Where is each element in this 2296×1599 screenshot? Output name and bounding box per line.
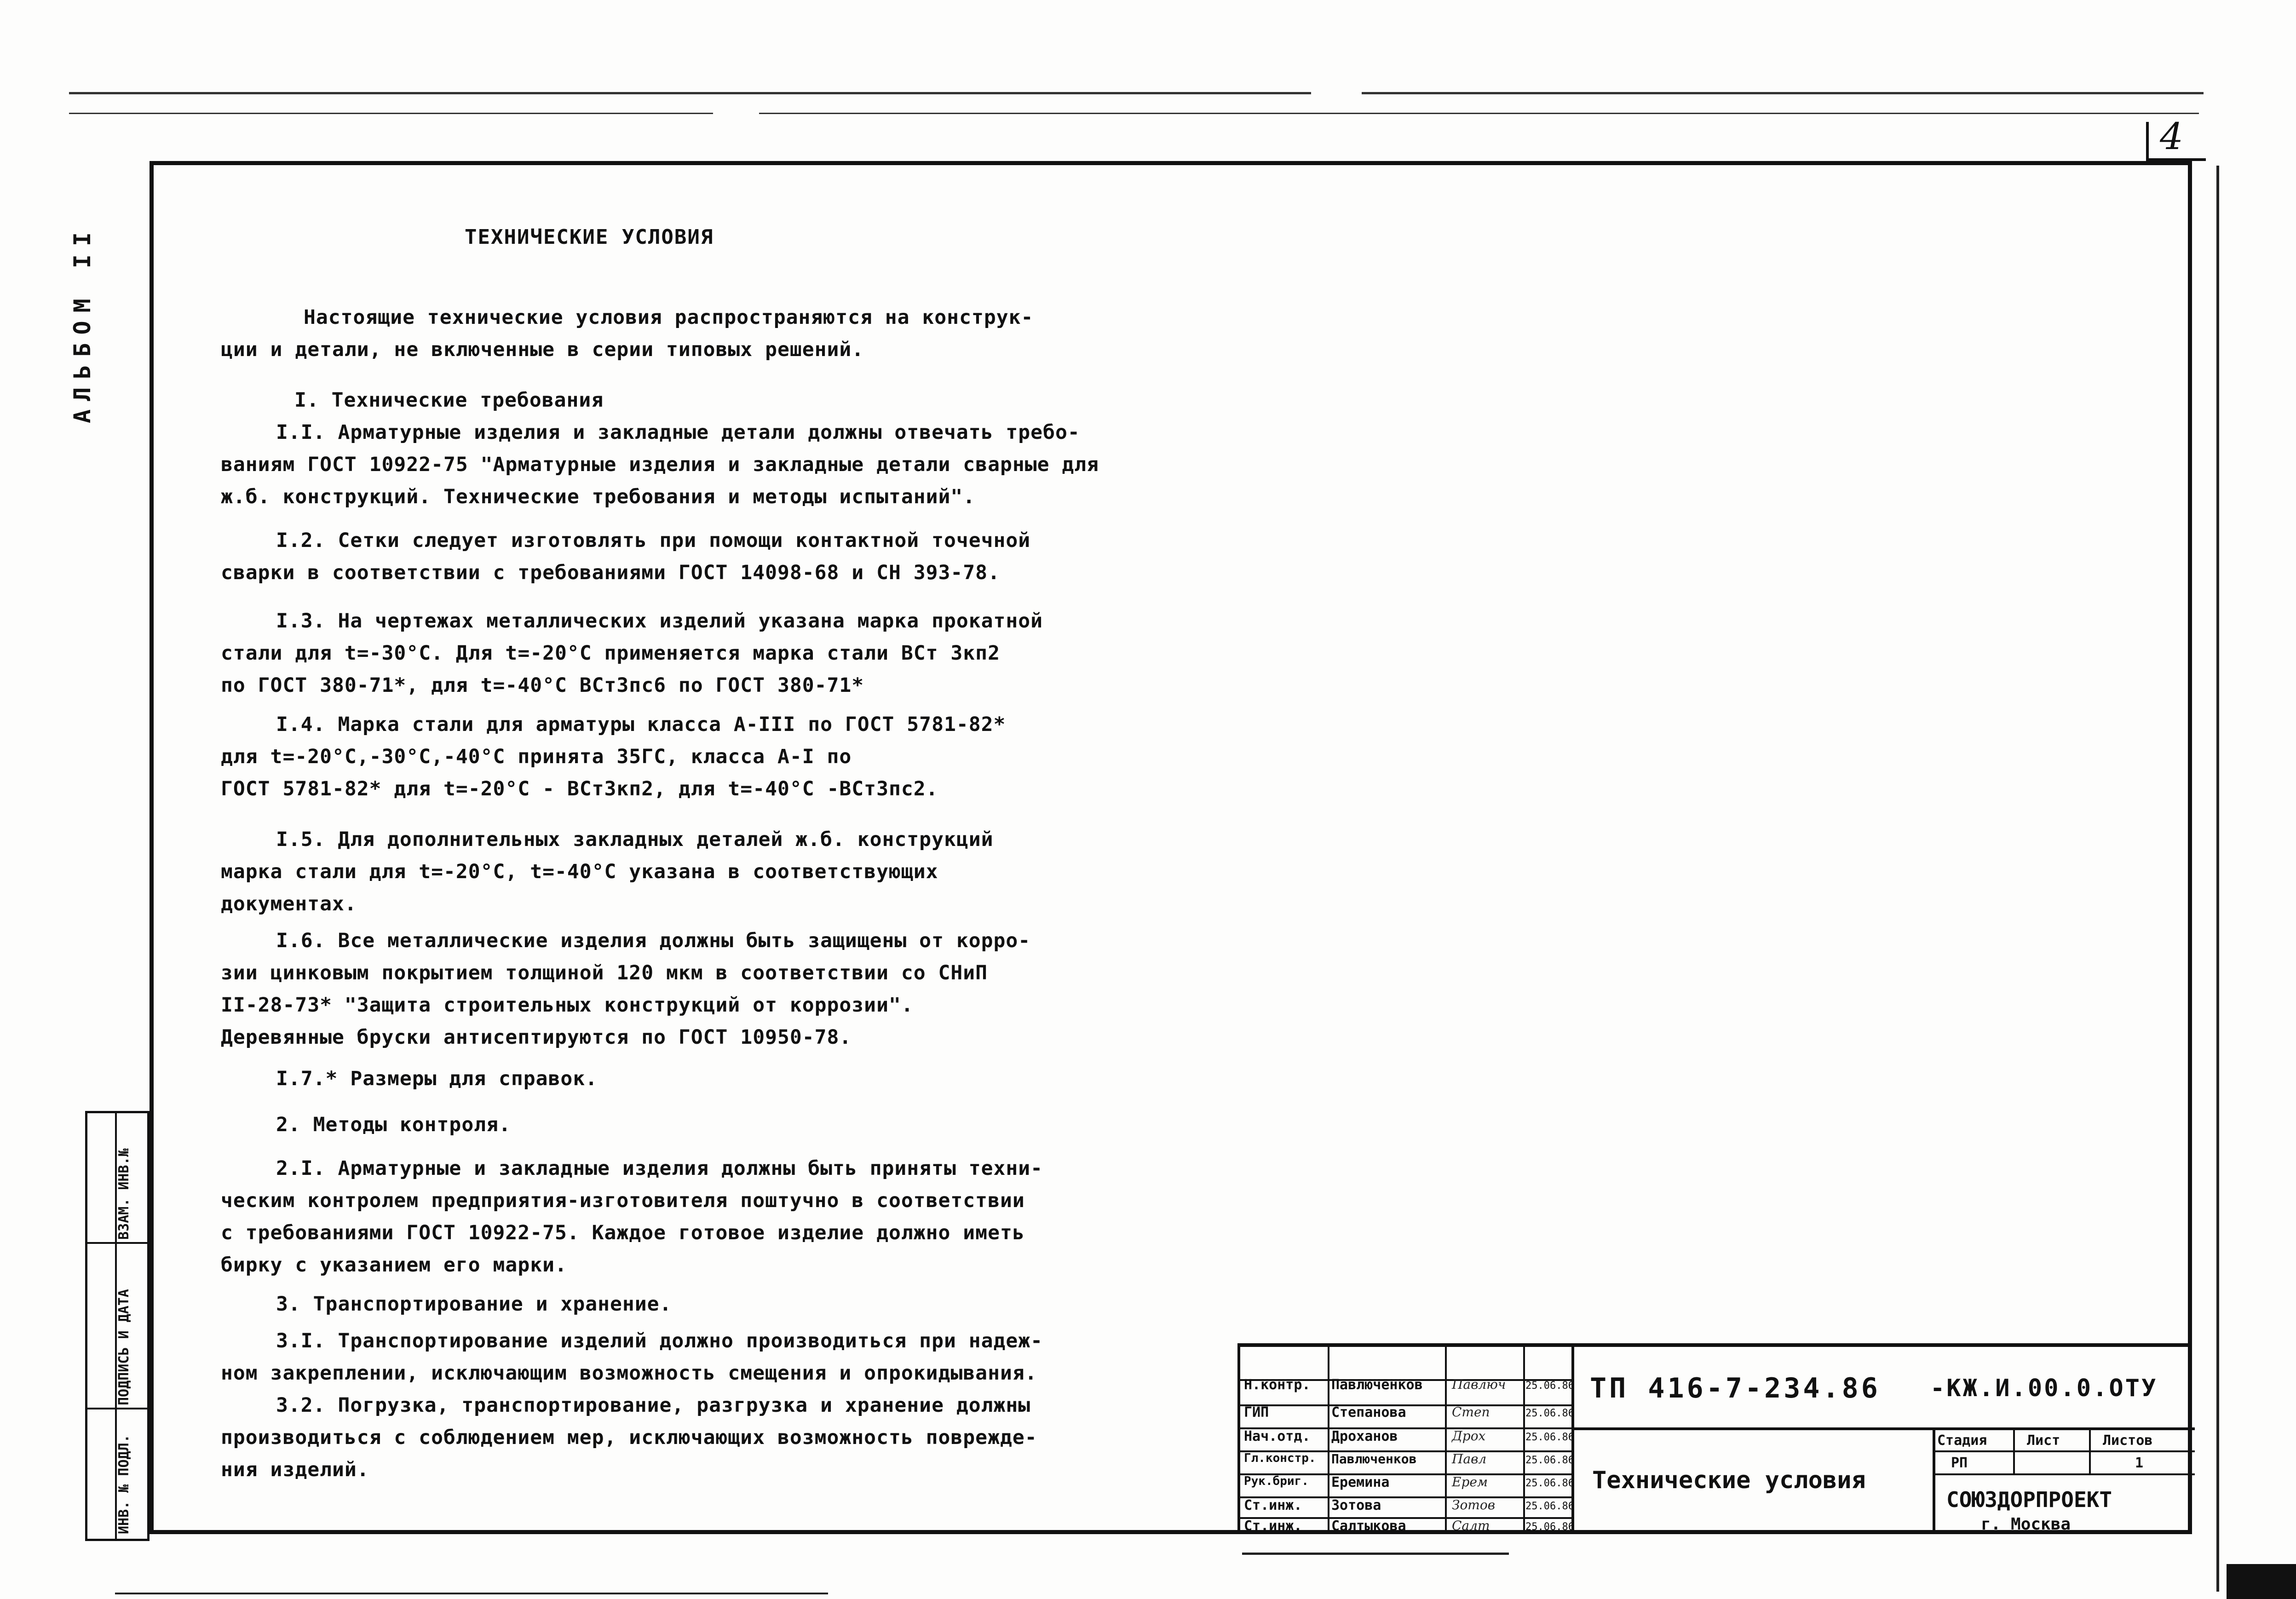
text-line: марка стали для t=-20°С, t=-40°С указана в соответствующих bbox=[221, 860, 938, 883]
signatory-date: 25.06.86 bbox=[1525, 1408, 1574, 1419]
signatory-signature: Зотов bbox=[1452, 1497, 1496, 1513]
scan-line bbox=[759, 113, 2199, 114]
signatory-signature: Салт bbox=[1452, 1518, 1490, 1533]
section-heading: 3. Транспортирование и хранение. bbox=[276, 1293, 672, 1316]
signatory-name: Еремина bbox=[1331, 1474, 1390, 1490]
signatory-signature: Степ bbox=[1452, 1404, 1490, 1420]
stamp-divider bbox=[87, 1408, 147, 1409]
text-line: 3.I. Транспортирование изделий должно производиться при надеж- bbox=[276, 1329, 1043, 1352]
text-line: ческим контролем предприятия-изготовителя поштучно в соответствии bbox=[221, 1189, 1025, 1212]
text-line: I.3. На чертежах металлических изделий указана марка прокатной bbox=[276, 610, 1043, 633]
document-title: ТЕХНИЧЕСКИЕ УСЛОВИЯ bbox=[465, 225, 714, 249]
text-line: с требованиями ГОСТ 10922-75. Каждое готовое изделие должно иметь bbox=[221, 1221, 1025, 1244]
left-stamp bbox=[85, 1111, 150, 1541]
stage-value: РП bbox=[1951, 1455, 1968, 1471]
scan-line bbox=[1362, 92, 2204, 94]
section-2-heading bbox=[221, 1109, 1104, 1141]
signatory-name: Зотова bbox=[1331, 1497, 1381, 1513]
signatory-role: Ст.инж. bbox=[1244, 1518, 1302, 1534]
tb-divider bbox=[1933, 1473, 2195, 1475]
tb-divider bbox=[1571, 1427, 2195, 1430]
text-line: зии цинковым покрытием толщиной 120 мкм в соответствии со СНиП bbox=[221, 961, 988, 984]
paragraph-1-1 bbox=[221, 384, 1104, 513]
tb-divider bbox=[1523, 1347, 1525, 1534]
signatory-name: Степанова bbox=[1331, 1404, 1406, 1421]
document-code: ТП 416-7-234.86 bbox=[1590, 1372, 1881, 1404]
paragraph-2-1 bbox=[221, 1152, 1104, 1281]
text-line: II-28-73* "Защита строительных конструкций от коррозии". bbox=[221, 994, 914, 1017]
tb-divider bbox=[1933, 1427, 1935, 1534]
text-line: ваниям ГОСТ 10922-75 "Арматурные изделия и закладные детали сварные для bbox=[221, 453, 1099, 476]
document-code-suffix: -КЖ.И.00.0.ОТУ bbox=[1930, 1375, 2158, 1402]
organization-city: г. Москва bbox=[1981, 1515, 2071, 1534]
paragraph-1-4 bbox=[221, 708, 1104, 805]
text-line: Настоящие технические условия распространяются на конструк- bbox=[304, 306, 1034, 329]
signatory-role: Рук.бриг. bbox=[1244, 1474, 1309, 1488]
text-line: Деревянные бруски антисептируются по ГОСТ 10950-78. bbox=[221, 1026, 852, 1049]
text-line: документах. bbox=[221, 892, 357, 915]
text-line: 3.2. Погрузка, транспортирование, разгрузка и хранение должны bbox=[276, 1394, 1031, 1417]
document-name: Технические условия bbox=[1592, 1467, 1866, 1494]
paragraph-1-6 bbox=[221, 925, 1104, 1053]
section-3-heading bbox=[221, 1288, 1104, 1320]
page-number: 4 bbox=[2160, 115, 2183, 158]
paragraph-intro bbox=[221, 301, 1104, 366]
signatory-name: Дроханов bbox=[1331, 1428, 1398, 1444]
signatory-role: Н.контр. bbox=[1244, 1377, 1311, 1393]
sheets-value: 1 bbox=[2135, 1455, 2144, 1471]
tb-divider bbox=[1933, 1450, 2195, 1452]
signatory-date: 25.06.86 bbox=[1525, 1521, 1574, 1533]
text-line: производиться с соблюдением мер, исключающих возможность поврежде- bbox=[221, 1426, 1037, 1449]
signatory-date: 25.06.86 bbox=[1525, 1478, 1574, 1489]
tb-divider bbox=[2089, 1427, 2091, 1473]
signatory-date: 25.06.86 bbox=[1525, 1432, 1574, 1443]
text-line: I.6. Все металлические изделия должны быть защищены от корро- bbox=[276, 929, 1031, 952]
scan-line bbox=[69, 92, 1311, 94]
stamp-podpis-data: ПОДПИСЬ И ДАТА bbox=[116, 1289, 132, 1405]
text-line: I.2. Сетки следует изготовлять при помощи контактной точечной bbox=[276, 529, 1031, 552]
text-line: ции и детали, не включенные в серии типовых решений. bbox=[221, 338, 864, 361]
signatory-role: Ст.инж. bbox=[1244, 1497, 1302, 1513]
text-line: I.7.* Размеры для справок. bbox=[276, 1067, 598, 1090]
paragraph-1-7 bbox=[221, 1063, 1104, 1095]
scan-line bbox=[69, 113, 713, 114]
signatory-date: 25.06.86 bbox=[1525, 1455, 1574, 1466]
section-heading: 2. Методы контроля. bbox=[276, 1113, 511, 1136]
stamp-divider bbox=[87, 1242, 147, 1244]
scan-artifact bbox=[2227, 1564, 2296, 1599]
scan-line bbox=[2216, 166, 2219, 1592]
section-heading: I. Технические требования bbox=[294, 389, 604, 412]
signatory-name: Павлюченков bbox=[1331, 1377, 1423, 1393]
scan-line bbox=[115, 1593, 828, 1594]
signatory-signature: Павл bbox=[1452, 1451, 1487, 1467]
text-line: сварки в соответствии с требованиями ГОСТ 14098-68 и СН 393-78. bbox=[221, 561, 1000, 584]
signatory-name: Салтыкова bbox=[1331, 1518, 1406, 1534]
stamp-inv-podl: ИНВ. № ПОДЛ. bbox=[116, 1434, 132, 1534]
text-line: I.4. Марка стали для арматуры класса А-III по ГОСТ 5781-82* bbox=[276, 713, 1006, 736]
tb-divider bbox=[2013, 1427, 2015, 1473]
album-label: АЛЬБОМ II bbox=[69, 224, 96, 423]
text-line: бирку с указанием его марки. bbox=[221, 1254, 567, 1277]
paragraph-1-5 bbox=[221, 823, 1104, 920]
stamp-vzam-inv: ВЗАМ. ИНВ.№ bbox=[116, 1148, 132, 1240]
signatory-signature: Ерем bbox=[1452, 1474, 1488, 1490]
signatory-date: 25.06.86 bbox=[1525, 1380, 1574, 1392]
text-line: для t=-20°С,-30°С,-40°С принята 35ГС, класса А-I по bbox=[221, 745, 852, 768]
paragraph-1-3 bbox=[221, 605, 1104, 702]
signatory-date: 25.06.86 bbox=[1525, 1501, 1574, 1512]
signatory-role: ГИП bbox=[1244, 1404, 1269, 1421]
sheet-header: Лист bbox=[2027, 1432, 2060, 1449]
text-line: ГОСТ 5781-82* для t=-20°С - ВСт3кп2, для t=-40°С -ВСт3пс2. bbox=[221, 777, 938, 800]
signatory-signature: Дрох bbox=[1452, 1428, 1486, 1444]
scan-line bbox=[1242, 1553, 1509, 1555]
text-line: 2.I. Арматурные и закладные изделия должны быть приняты техни- bbox=[276, 1157, 1043, 1180]
tb-divider bbox=[1328, 1347, 1329, 1534]
organization-name: СОЮЗДОРПРОЕКТ bbox=[1946, 1487, 2112, 1512]
text-line: ном закреплении, исключающим возможность смещения и опрокидывания. bbox=[221, 1362, 1037, 1385]
title-block bbox=[1237, 1343, 2192, 1534]
text-line: по ГОСТ 380-71*, для t=-40°С ВСт3пс6 по ГОСТ 380-71* bbox=[221, 674, 864, 697]
text-line: I.I. Арматурные изделия и закладные детали должны отвечать требо- bbox=[276, 421, 1080, 444]
signatory-name: Павлюченков bbox=[1331, 1451, 1417, 1467]
signatory-signature: Павлюч bbox=[1452, 1377, 1506, 1392]
text-line: ж.б. конструкций. Технические требования и методы испытаний". bbox=[221, 485, 976, 508]
text-line: ния изделий. bbox=[221, 1458, 369, 1481]
sheets-header: Листов bbox=[2103, 1432, 2153, 1449]
paragraph-1-2 bbox=[221, 524, 1104, 589]
stage-header: Стадия bbox=[1937, 1432, 1987, 1449]
signatory-role: Нач.отд. bbox=[1244, 1428, 1311, 1444]
text-line: I.5. Для дополнительных закладных деталей ж.б. конструкций bbox=[276, 828, 994, 851]
paragraph-3 bbox=[221, 1325, 1104, 1486]
text-line: стали для t=-30°С. Для t=-20°С применяется марка стали ВСт 3кп2 bbox=[221, 642, 1000, 665]
tb-divider bbox=[1445, 1347, 1447, 1534]
signatory-role: Гл.констр. bbox=[1244, 1451, 1316, 1465]
